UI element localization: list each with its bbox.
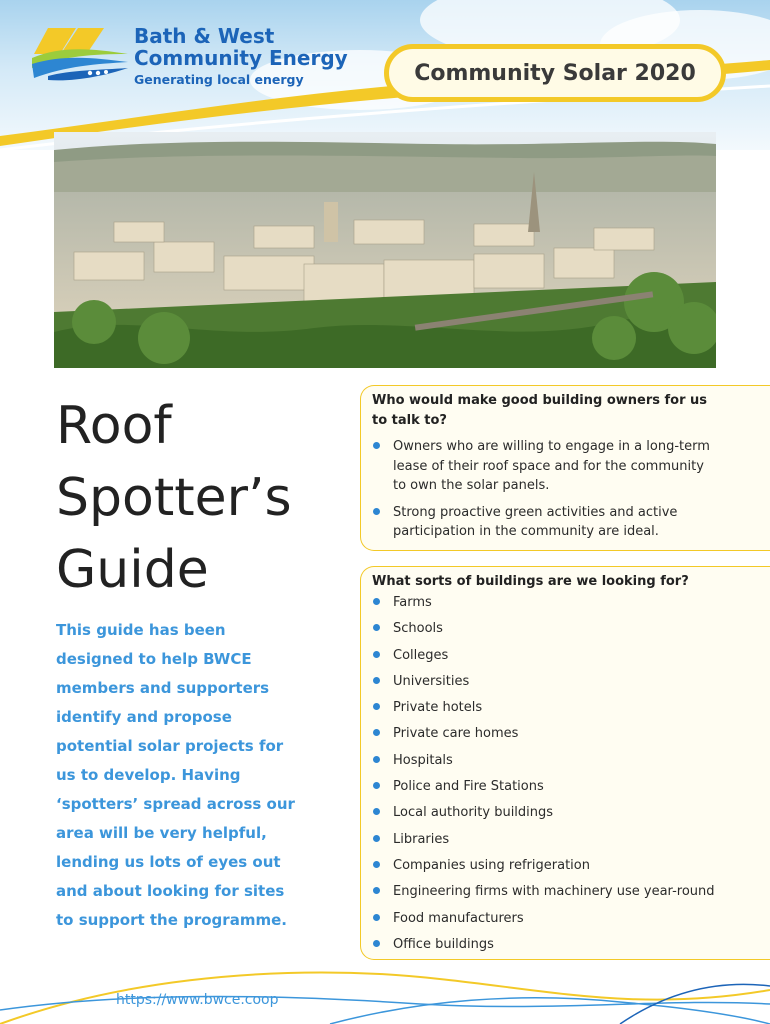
bullet-icon — [373, 651, 380, 658]
list-item — [372, 803, 770, 822]
list-item — [372, 619, 770, 638]
list-item — [372, 909, 770, 928]
bullet-icon — [373, 598, 380, 605]
owners-question: Who would make good building owners for us to talk to? — [372, 393, 708, 428]
bwce-logo — [30, 24, 348, 94]
buildings-list — [372, 593, 770, 961]
list-item-text: Engineering firms with machinery use year-round — [393, 884, 715, 900]
list-item-text: Strong proactive green activities and active participation in the community are ideal. — [393, 504, 678, 539]
title-line-2: Spotter’s — [56, 468, 292, 528]
list-item-text: Food manufacturers — [393, 910, 524, 926]
bullet-icon — [373, 703, 380, 710]
city-illustration — [54, 132, 716, 368]
guide-title — [56, 390, 292, 606]
logo-name-line1: Bath & West — [134, 24, 275, 48]
bullet-icon — [373, 940, 380, 947]
list-item — [372, 593, 770, 612]
list-item — [372, 698, 770, 717]
list-item-text: Colleges — [393, 647, 449, 663]
footer-waves — [0, 950, 770, 1024]
bullet-icon — [373, 442, 380, 449]
logo-mark-icon — [30, 24, 128, 84]
list-item — [372, 830, 770, 849]
bullet-icon — [373, 861, 380, 868]
list-item-text: Schools — [393, 621, 443, 637]
list-item-text: Private care homes — [393, 726, 519, 742]
owners-list — [372, 437, 717, 549]
list-item-text: Local authority buildings — [393, 805, 554, 821]
list-item — [372, 856, 770, 875]
bullet-icon — [373, 677, 380, 684]
buildings-question: What sorts of buildings are we looking for? — [372, 574, 689, 589]
list-item — [372, 751, 770, 770]
list-item-text: Police and Fire Stations — [393, 779, 544, 795]
list-item-text: Libraries — [393, 831, 450, 847]
buildings-box — [360, 566, 770, 960]
intro-paragraph: This guide has been designed to help BWCE members and supporters identify and propose potential solar projects for us to develop. Having ‘spotters’ spread across our area will be very helpful, lending us lots of eyes out and about looking for sites to support the programme. — [56, 621, 295, 929]
list-item — [372, 646, 770, 665]
list-item-text: Universities — [393, 673, 470, 689]
bullet-icon — [373, 782, 380, 789]
title-line-1: Roof — [56, 396, 172, 456]
title-line-3: Guide — [56, 540, 209, 600]
list-item-text: Farms — [393, 595, 432, 610]
website-link[interactable]: https://www.bwce.coop — [116, 992, 279, 1008]
bullet-icon — [373, 808, 380, 815]
community-solar-badge: Community Solar 2020 — [384, 44, 726, 102]
logo-name-line2: Community Energy — [134, 46, 348, 70]
list-item — [372, 437, 717, 496]
list-item — [372, 724, 770, 743]
bullet-icon — [373, 756, 380, 763]
list-item — [372, 882, 770, 901]
bullet-icon — [373, 729, 380, 736]
bullet-icon — [373, 624, 380, 631]
list-item-text: Office buildings — [393, 936, 494, 952]
bullet-icon — [373, 508, 380, 515]
owners-box — [360, 385, 770, 551]
logo-tagline: Generating local energy — [134, 72, 304, 87]
list-item — [372, 672, 770, 691]
list-item-text: Private hotels — [393, 700, 483, 716]
list-item — [372, 777, 770, 796]
list-item-text: Companies using refrigeration — [393, 857, 590, 873]
city-aerial-photo — [54, 132, 716, 368]
bullet-icon — [373, 914, 380, 921]
list-item-text: Owners who are willing to engage in a long-term lease of their roof space and for the community to own the solar panels. — [393, 439, 710, 493]
bullet-icon — [373, 887, 380, 894]
list-item — [372, 503, 717, 542]
bullet-icon — [373, 835, 380, 842]
list-item-text: Hospitals — [393, 752, 453, 768]
